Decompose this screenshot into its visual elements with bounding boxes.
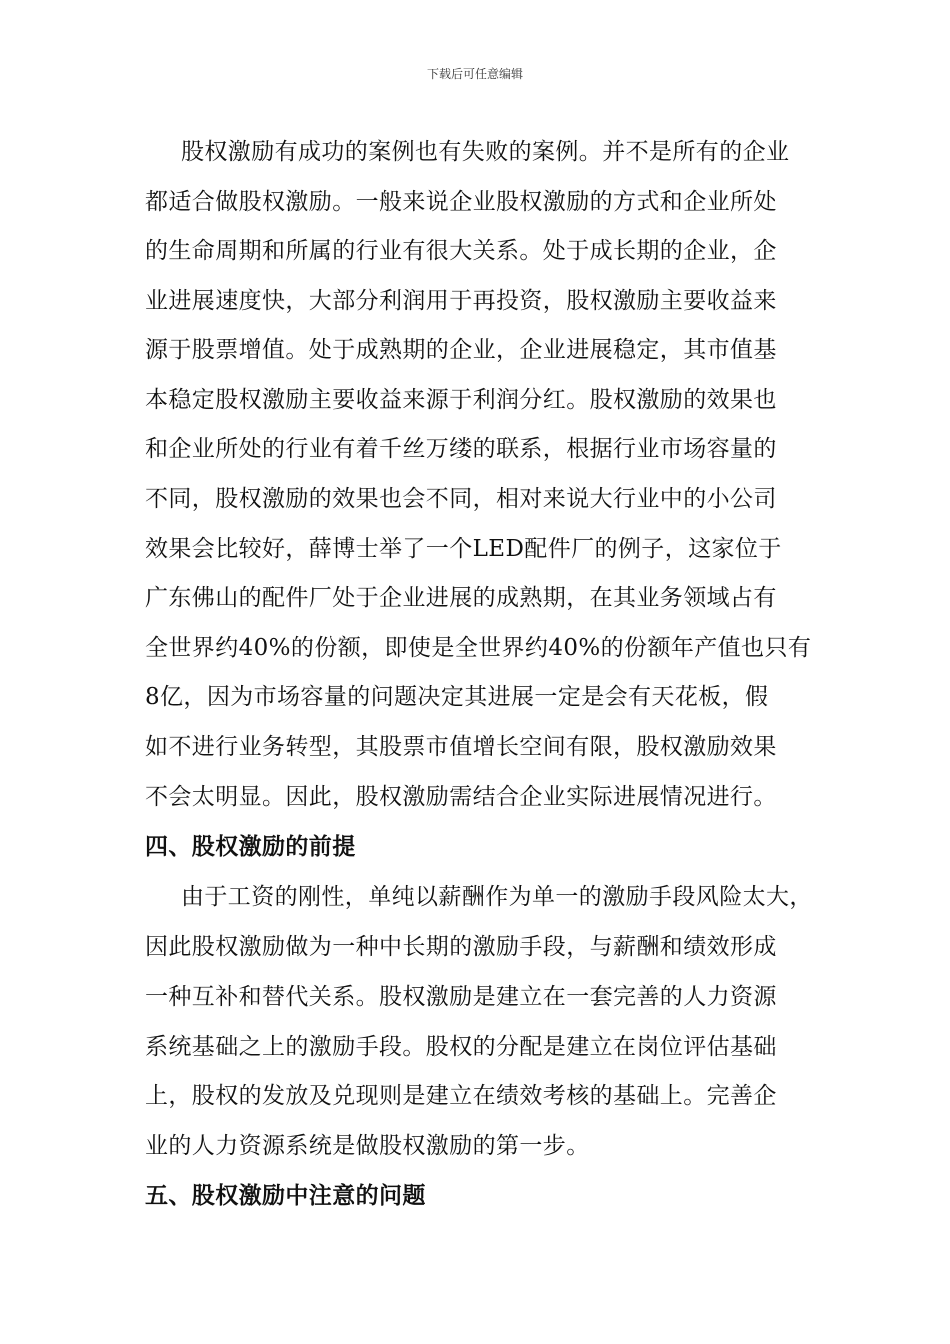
paragraph-line: 一种互补和替代关系。股权激励是建立在一套完善的人力资源: [145, 984, 777, 1010]
paragraph-line: 不同，股权激励的效果也会不同，相对来说大行业中的小公司: [145, 486, 777, 512]
paragraph-line: 和企业所处的行业有着千丝万缕的联系，根据行业市场容量的: [145, 436, 777, 462]
section-heading-prerequisite: 四、股权激励的前提: [145, 833, 356, 860]
paragraph-line: 因此股权激励做为一种中长期的激励手段，与薪酬和绩效形成: [145, 934, 777, 960]
paragraph-line: 全世界约40%的份额，即使是全世界约40%的份额年产值也只有: [145, 635, 812, 661]
paragraph-line: 本稳定股权激励主要收益来源于利润分红。股权激励的效果也: [145, 387, 777, 413]
paragraph-line: 效果会比较好，薛博士举了一个LED配件厂的例子，这家位于: [145, 536, 782, 562]
paragraph-line: 如不进行业务转型，其股票市值增长空间有限，股权激励效果: [145, 734, 777, 760]
paragraph-line: 源于股票增值。处于成熟期的企业，企业进展稳定，其市值基: [145, 337, 777, 363]
section-heading-issues: 五、股权激励中注意的问题: [145, 1182, 426, 1209]
paragraph-line: 业进展速度快，大部分利润用于再投资，股权激励主要收益来: [145, 288, 777, 314]
paragraph-line: 上，股权的发放及兑现则是建立在绩效考核的基础上。完善企: [145, 1083, 777, 1109]
paragraph-line: 都适合做股权激励。一般来说企业股权激励的方式和企业所处: [145, 189, 777, 215]
page-header-note: 下载后可任意编辑: [426, 67, 523, 81]
paragraph-line: 系统基础之上的激励手段。股权的分配是建立在岗位评估基础: [145, 1034, 777, 1060]
paragraph-line: 股权激励有成功的案例也有失败的案例。并不是所有的企业: [181, 139, 790, 165]
paragraph-line: 不会太明显。因此，股权激励需结合企业实际进展情况进行。: [145, 784, 777, 810]
paragraph-line: 由于工资的刚性，单纯以薪酬作为单一的激励手段风险太大，: [181, 884, 813, 910]
paragraph-line: 业的人力资源系统是做股权激励的第一步。: [145, 1133, 590, 1159]
paragraph-line: 8亿，因为市场容量的问题决定其进展一定是会有天花板，假: [145, 684, 769, 710]
paragraph-line: 广东佛山的配件厂处于企业进展的成熟期，在其业务领域占有: [145, 585, 777, 611]
paragraph-line: 的生命周期和所属的行业有很大关系。处于成长期的企业，企: [145, 238, 777, 264]
